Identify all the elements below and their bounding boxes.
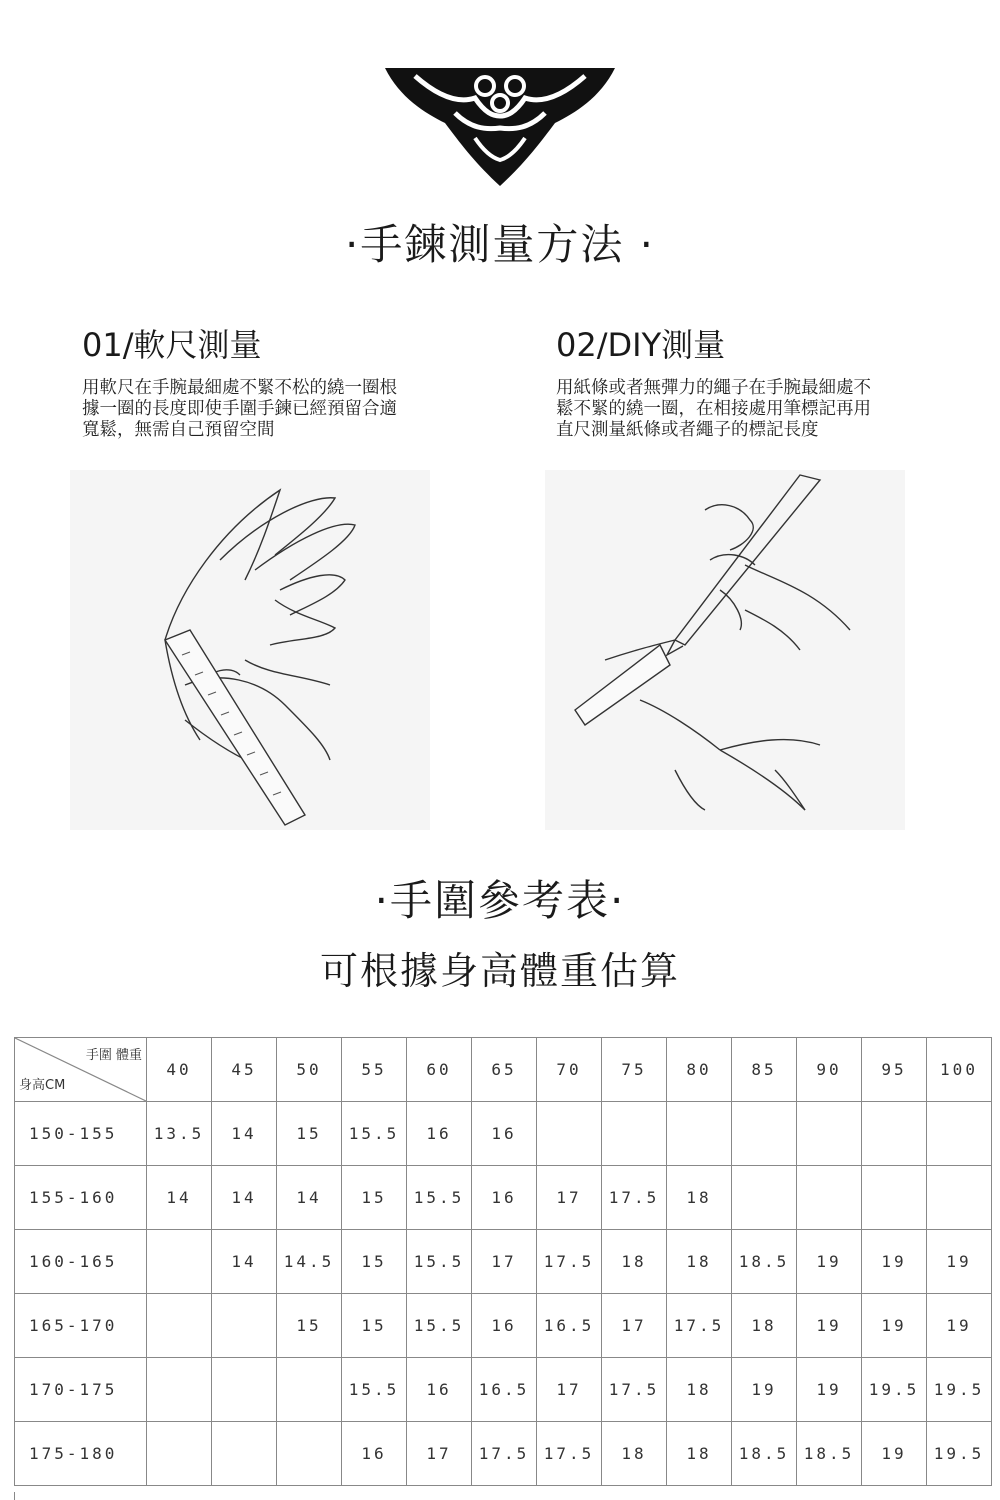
description-line: 寬鬆，無需自己預留空間 — [82, 420, 275, 440]
wrist-size-cell: 15 — [342, 1230, 407, 1294]
weight-column-header: 95 — [862, 1038, 927, 1102]
wrist-size-cell: 15.5 — [407, 1230, 472, 1294]
height-row-label: 175-180 — [15, 1422, 147, 1486]
soft-ruler-description — [82, 378, 482, 441]
wrist-size-cell: 17.5 — [472, 1422, 537, 1486]
wrist-size-cell: 15.5 — [407, 1166, 472, 1230]
wrist-size-cell: 17.5 — [602, 1358, 667, 1422]
wrist-size-cell: 17 — [537, 1358, 602, 1422]
wrist-size-cell: 13.5 — [147, 1102, 212, 1166]
wrist-size-cell: 16 — [407, 1358, 472, 1422]
height-row-label: 170-175 — [15, 1358, 147, 1422]
wrist-size-cell: 17 — [602, 1294, 667, 1358]
weight-column-header: 85 — [732, 1038, 797, 1102]
weight-column-header: 90 — [797, 1038, 862, 1102]
wrist-size-cell — [667, 1102, 732, 1166]
wrist-size-cell — [927, 1166, 992, 1230]
wrist-size-cell: 19.5 — [862, 1358, 927, 1422]
weight-column-header: 80 — [667, 1038, 732, 1102]
wrist-size-cell: 17.5 — [667, 1294, 732, 1358]
diy-description — [556, 378, 956, 441]
wrist-size-cell: 19 — [862, 1230, 927, 1294]
wrist-size-cell: 16.5 — [472, 1358, 537, 1422]
wrist-size-cell — [147, 1294, 212, 1358]
wrist-size-cell: 17 — [537, 1166, 602, 1230]
cloud-scroll-ornament-icon — [385, 68, 615, 193]
table-row — [15, 1166, 992, 1230]
wrist-size-cell: 19 — [862, 1294, 927, 1358]
wrist-size-cell: 18 — [667, 1230, 732, 1294]
wrist-size-cell: 15 — [277, 1102, 342, 1166]
weight-column-header: 45 — [212, 1038, 277, 1102]
wrist-size-cell: 18 — [667, 1358, 732, 1422]
wrist-size-cell: 14 — [147, 1166, 212, 1230]
wrist-size-cell: 15 — [277, 1294, 342, 1358]
table-row — [15, 1294, 992, 1358]
corner-label-height: 身高CM — [19, 1078, 66, 1093]
wrist-size-cell: 19 — [732, 1358, 797, 1422]
height-row-label: 155-160 — [15, 1166, 147, 1230]
wrist-size-cell: 18 — [732, 1294, 797, 1358]
wrist-size-cell — [862, 1102, 927, 1166]
wrist-size-cell: 17.5 — [537, 1422, 602, 1486]
wrist-size-cell: 14 — [212, 1166, 277, 1230]
wrist-size-cell — [732, 1166, 797, 1230]
wrist-size-cell: 16 — [472, 1166, 537, 1230]
wrist-size-cell — [147, 1422, 212, 1486]
table-row — [15, 1358, 992, 1422]
wrist-size-cell: 14 — [277, 1166, 342, 1230]
wrist-size-cell: 15.5 — [407, 1294, 472, 1358]
hand-with-paper-strip-and-pen-illustration — [545, 470, 905, 830]
wrist-size-cell: 14.5 — [277, 1230, 342, 1294]
corner-label-wrist-weight: 手圍 體重 — [85, 1048, 142, 1063]
wrist-size-cell: 16.5 — [537, 1294, 602, 1358]
description-line: 用紙條或者無彈力的繩子在手腕最細處不 — [556, 378, 871, 398]
weight-column-header: 100 — [927, 1038, 992, 1102]
wrist-size-cell — [927, 1102, 992, 1166]
wrist-size-cell — [537, 1102, 602, 1166]
weight-column-header: 55 — [342, 1038, 407, 1102]
height-row-label: 160-165 — [15, 1230, 147, 1294]
description-line: 直尺測量紙條或者繩子的標記長度 — [556, 420, 819, 440]
description-line: 用軟尺在手腕最細處不緊不松的繞一圈根 — [82, 378, 397, 398]
wrist-size-cell — [147, 1358, 212, 1422]
wrist-size-cell — [277, 1422, 342, 1486]
table-row — [15, 1230, 992, 1294]
wrist-size-cell: 16 — [407, 1102, 472, 1166]
wrist-size-cell: 17 — [472, 1230, 537, 1294]
weight-column-header: 40 — [147, 1038, 212, 1102]
wrist-size-cell — [797, 1102, 862, 1166]
diy-section-title: 02/DIY測量 — [556, 326, 726, 364]
wrist-size-cell: 18 — [667, 1166, 732, 1230]
wrist-size-cell — [212, 1294, 277, 1358]
wrist-size-cell — [277, 1358, 342, 1422]
weight-column-header: 75 — [602, 1038, 667, 1102]
wrist-size-cell: 19 — [862, 1422, 927, 1486]
method-title: ·手鍊測量方法 · — [344, 220, 656, 269]
wrist-size-cell: 17.5 — [602, 1166, 667, 1230]
wrist-size-cell — [212, 1422, 277, 1486]
wrist-size-cell — [212, 1358, 277, 1422]
wrist-size-cell: 18 — [602, 1422, 667, 1486]
wrist-size-cell: 15.5 — [342, 1102, 407, 1166]
wrist-size-cell: 19.5 — [927, 1422, 992, 1486]
wrist-size-cell: 18.5 — [797, 1422, 862, 1486]
wrist-size-cell — [732, 1102, 797, 1166]
wrist-size-cell: 17.5 — [537, 1230, 602, 1294]
wrist-size-cell — [602, 1102, 667, 1166]
wrist-size-cell: 18 — [602, 1230, 667, 1294]
wrist-size-cell: 19 — [927, 1230, 992, 1294]
wrist-size-cell: 14 — [212, 1102, 277, 1166]
height-row-label: 150-155 — [15, 1102, 147, 1166]
wrist-size-cell — [147, 1230, 212, 1294]
wrist-size-cell: 15 — [342, 1294, 407, 1358]
weight-column-header: 60 — [407, 1038, 472, 1102]
wrist-size-cell: 18.5 — [732, 1230, 797, 1294]
wrist-size-table — [14, 1037, 992, 1486]
wrist-size-cell: 15.5 — [342, 1358, 407, 1422]
description-line: 據一圈的長度即使手圍手鍊已經預留合適 — [82, 399, 397, 419]
wrist-size-cell — [797, 1166, 862, 1230]
table-corner-cell — [15, 1038, 147, 1102]
wrist-size-cell: 19.5 — [927, 1358, 992, 1422]
height-row-label: 165-170 — [15, 1294, 147, 1358]
table-continuation-edge — [14, 1492, 987, 1500]
wrist-size-cell: 19 — [797, 1230, 862, 1294]
weight-column-header: 50 — [277, 1038, 342, 1102]
table-header-row — [15, 1038, 992, 1102]
size-chart-subtitle: 可根據身高體重估算 — [319, 949, 680, 993]
hand-with-soft-ruler-illustration — [70, 470, 430, 830]
wrist-size-cell: 16 — [472, 1294, 537, 1358]
wrist-size-cell: 19 — [797, 1294, 862, 1358]
table-row — [15, 1422, 992, 1486]
wrist-size-cell: 19 — [927, 1294, 992, 1358]
wrist-size-cell: 15 — [342, 1166, 407, 1230]
wrist-size-cell: 16 — [342, 1422, 407, 1486]
wrist-size-cell: 17 — [407, 1422, 472, 1486]
wrist-size-cell: 18 — [667, 1422, 732, 1486]
weight-column-header: 70 — [537, 1038, 602, 1102]
wrist-size-cell: 18.5 — [732, 1422, 797, 1486]
wrist-size-cell — [862, 1166, 927, 1230]
soft-ruler-section-title: 01/軟尺測量 — [82, 326, 262, 364]
description-line: 鬆不緊的繞一圈，在相接處用筆標記再用 — [556, 399, 871, 419]
size-chart-title: ·手圍參考表· — [374, 876, 626, 925]
table-row — [15, 1102, 992, 1166]
wrist-size-cell: 14 — [212, 1230, 277, 1294]
wrist-size-cell: 19 — [797, 1358, 862, 1422]
weight-column-header: 65 — [472, 1038, 537, 1102]
wrist-size-cell: 16 — [472, 1102, 537, 1166]
